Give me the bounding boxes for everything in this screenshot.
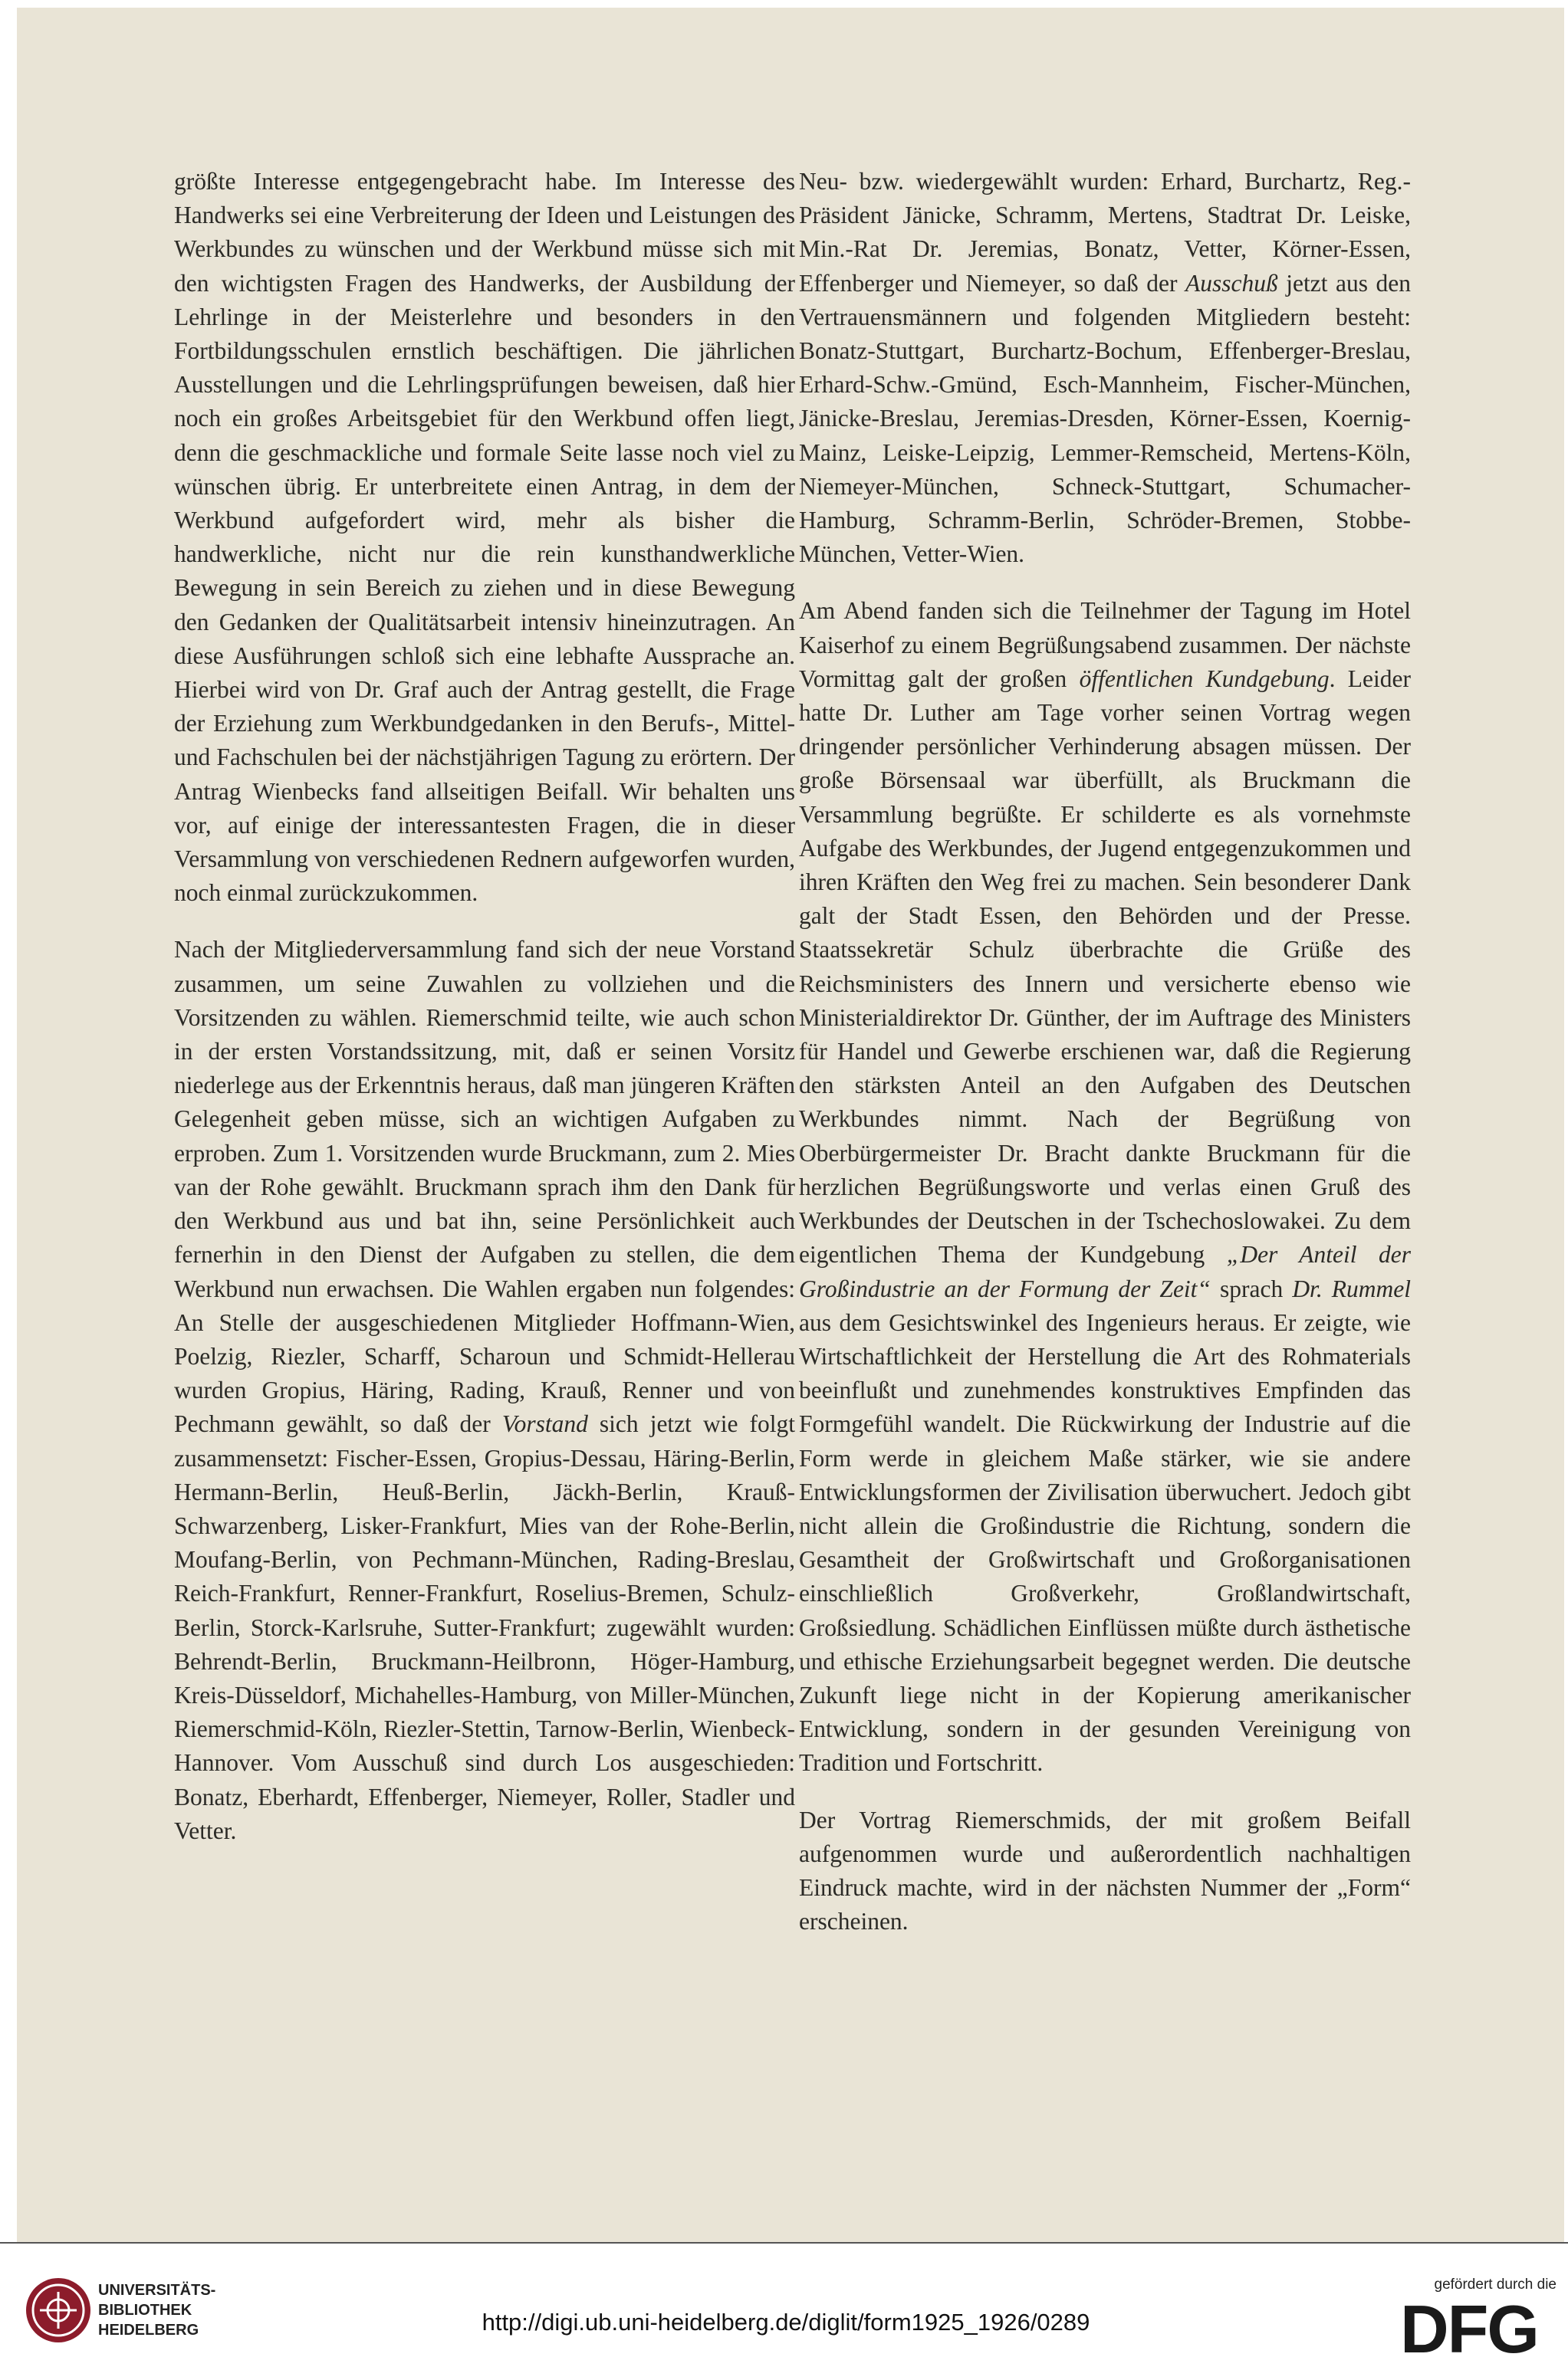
emphasis-speaker: Dr. Rummel	[1292, 1275, 1411, 1302]
text-run: Nach der Mitgliederversammlung fand sich der neue Vorstand zusammen, um seine Zuwahlen zu vollziehen und die Vorsitzenden zu wählen. Riemerschmid teilte, wie auch schon in der ersten Vorstandssitzung, mit, daß er seinen Vorsitz niederlege aus der Erkenntnis heraus, daß man jüngeren Kräften Gelegenheit geben müsse, sich an wichtigen Aufgaben zu erproben. Zum 1. Vorsitzenden wurde Bruckmann, zum 2. Mies van der Rohe gewählt. Bruckmann sprach ihm den Dank für den Werkbund aus und bat ihn, seine Persönlichkeit auch fernerhin in den Dienst der Aufgaben zu stellen, die dem Werkbund nun erwachsen. Die Wahlen ergaben nun folgendes: An Stelle der ausgeschiedenen Mitglieder Hoffmann-Wien, Poelzig, Riezler, Scharff, Scharoun und Schmidt-Hellerau wurden Gropius, Häring, Rading, Krauß, Renner und von Pechmann gewählt, so daß der	[174, 936, 795, 1438]
text-run: größte Interesse entgegengebracht habe. Im Interesse des Handwerks sei eine Verbreiterung der Ideen und Leistungen des Werkbundes zu wünschen und der Werkbund müsse sich mit den wichtigsten Fragen des Handwerks, der Ausbildung der Lehrlinge in der Meisterlehre und besonders in den Fortbildungsschulen ernstlich beschäftigen. Die jährlichen Ausstellungen und die Lehrlingsprüfungen beweisen, daß hier noch ein großes Arbeitsgebiet für den Werkbund offen liegt, denn die geschmackliche und formale Seite lasse noch viel zu wünschen übrig. Er unterbreitete einen Antrag, in dem der Werkbund aufgefordert wird, mehr als bisher die handwerkliche, nicht nur die rein kunsthandwerkliche Bewegung in sein Bereich zu ziehen und in diese Bewegung den Gedanken der Qualitätsarbeit intensiv hineinzutragen. An diese Ausführungen schloß sich eine lebhafte Aussprache an. Hierbei wird von Dr. Graf auch der Antrag gestellt, die Frage der Erziehung zum Werkbundgedanken in den Berufs-, Mittel- und Fachschulen bei der nächstjährigen Tagung zu erörtern. Der Antrag Wienbecks fand allseitigen Beifall. Wir behalten uns vor, auf einige der interessantesten Fragen, die in dieser Versammlung von verschiedenen Rednern aufgeworfen wurden, noch einmal zurückzukommen.	[174, 168, 795, 907]
text-column-left	[174, 165, 795, 1871]
library-name-line: BIBLIOTHEK	[98, 2302, 192, 2319]
footer-bar	[0, 2242, 1568, 2380]
scanned-page	[17, 8, 1564, 2242]
paragraph	[799, 165, 1411, 571]
paragraph	[799, 594, 1411, 1780]
paragraph	[799, 1804, 1411, 1939]
text-run: . Leider hatte Dr. Luther am Tage vorher seinen Vortrag wegen dringender persönlicher Verhinderung absagen müssen. Der große Börsensaal war überfüllt, als Bruckmann die Versammlung begrüßte. Er schilderte es als vornehmste Aufgabe des Werkbundes, der Jugend entgegenzukommen und ihren Kräften den Weg frei zu machen. Sein besonderer Dank galt der Stadt Essen, den Behörden und der Presse. Staatssekretär Schulz überbrachte die Grüße des Reichsministers des Innern und versicherte ebenso wie Ministerialdirektor Dr. Günther, der im Auftrage des Ministers für Handel und Gewerbe erschienen war, daß die Regierung den stärksten Anteil an den Aufgaben des Deutschen Werkbundes nimmt. Nach der Begrüßung von Oberbürgermeister Dr. Bracht dankte Bruckmann für die herzlichen Begrüßungsworte und verlas einen Gruß des Werkbundes der Deutschen in der Tschechoslowakei. Zu dem eigentlichen Thema der Kundgebung	[799, 665, 1411, 1269]
university-seal-icon[interactable]	[25, 2277, 92, 2344]
text-run: Der Vortrag Riemerschmids, der mit großem Beifall aufgenommen wurde und außerordentlich nachhaltigen Eindruck machte, wird in der nächsten Nummer der „Form“ erscheinen.	[799, 1806, 1411, 1935]
paragraph	[174, 933, 795, 1847]
footer-divider	[0, 2242, 1568, 2244]
emphasis-ausschuss: Ausschuß	[1185, 269, 1278, 297]
paragraph	[174, 165, 795, 910]
library-name-line: HEIDELBERG	[98, 2322, 199, 2339]
dfg-logo-icon[interactable]	[1382, 2297, 1556, 2360]
emphasis-lecture-title: „Der Anteil der Großindustrie an der Formung der Zeit“	[799, 1241, 1411, 1302]
text-run: Am Abend fanden sich die Teilnehmer der Tagung im Hotel Kaiserhof zu einem Begrüßungsabend zusammen. Der nächste Vormittag galt der großen	[799, 597, 1411, 692]
permalink-url[interactable]: http://digi.ub.uni-heidelberg.de/diglit/form1925_1926/0289	[482, 2309, 1090, 2336]
text-run: sprach	[1210, 1275, 1293, 1302]
emphasis-vorstand: Vorstand	[501, 1410, 588, 1438]
text-run: Neu- bzw. wiedergewählt wurden: Erhard, Burchartz, Reg.-Präsident Jänicke, Schramm, Mertens, Stadtrat Dr. Leiske, Min.-Rat Dr. Jeremias, Bonatz, Vetter, Körner-Essen, Effenberger und Niemeyer, so daß der	[799, 168, 1411, 297]
text-run: sich jetzt wie folgt zusammensetzt: Fischer-Essen, Gropius-Dessau, Häring-Berlin, Hermann-Berlin, Heuß-Berlin, Jäckh-Berlin, Krauß-Schwarzenberg, Lisker-Frankfurt, Mies van der Rohe-Berlin, Moufang-Berlin, von Pechmann-München, Rading-Breslau, Reich-Frankfurt, Renner-Frankfurt, Roselius-Bremen, Schulz-Berlin, Storck-Karlsruhe, Sutter-Frankfurt; zugewählt wurden: Behrendt-Berlin, Bruckmann-Heilbronn, Höger-Hamburg, Kreis-Düsseldorf, Michahelles-Hamburg, von Miller-München, Riemerschmid-Köln, Riezler-Stettin, Tarnow-Berlin, Wienbeck-Hannover. Vom Ausschuß sind durch Los ausgeschieden: Bonatz, Eberhardt, Effenberger, Niemeyer, Roller, Stadler und Vetter.	[174, 1410, 796, 1844]
library-name[interactable]	[98, 2280, 228, 2340]
funded-by-label: gefördert durch die	[1434, 2277, 1556, 2293]
dfg-logo-text: DFG	[1400, 2297, 1538, 2360]
emphasis-kundgebung: öffentlichen Kundgebung	[1079, 665, 1330, 692]
text-column-right	[799, 165, 1411, 1961]
library-name-line: UNIVERSITÄTS-	[98, 2282, 216, 2299]
text-run: jetzt aus den Vertrauensmännern und folgenden Mitgliedern besteht: Bonatz-Stuttgart, Burchartz-Bochum, Effenberger-Breslau, Erhard-Schw.-Gmünd, Esch-Mannheim, Fischer-München, Jänicke-Breslau, Jeremias-Dresden, Körner-Essen, Koernig-Mainz, Leiske-Leipzig, Lemmer-Remscheid, Mertens-Köln, Niemeyer-München, Schneck-Stuttgart, Schumacher-Hamburg, Schramm-Berlin, Schröder-Bremen, Stobbe-München, Vetter-Wien.	[799, 269, 1411, 568]
text-run: aus dem Gesichtswinkel des Ingenieurs heraus. Er zeigte, wie Wirtschaftlichkeit der Herstellung die Art des Rohmaterials beeinflußt und zunehmendes konstruktives Empfinden das Formgefühl wandelt. Die Rückwirkung der Industrie auf die Form werde in gleichem Maße stärker, wie sie andere Entwicklungsformen der Zivilisation überwuchert. Jedoch gibt nicht allein die Großindustrie die Richtung, sondern die Gesamtheit der Großwirtschaft und Großorganisationen einschließlich Großverkehr, Großlandwirtschaft, Großsiedlung. Schädlichen Einflüssen müßte durch ästhetische und ethische Erziehungsarbeit begegnet werden. Die deutsche Zukunft liege nicht in der Kopierung amerikanischer Entwicklung, sondern in der gesunden Vereinigung von Tradition und Fortschritt.	[799, 1308, 1411, 1777]
